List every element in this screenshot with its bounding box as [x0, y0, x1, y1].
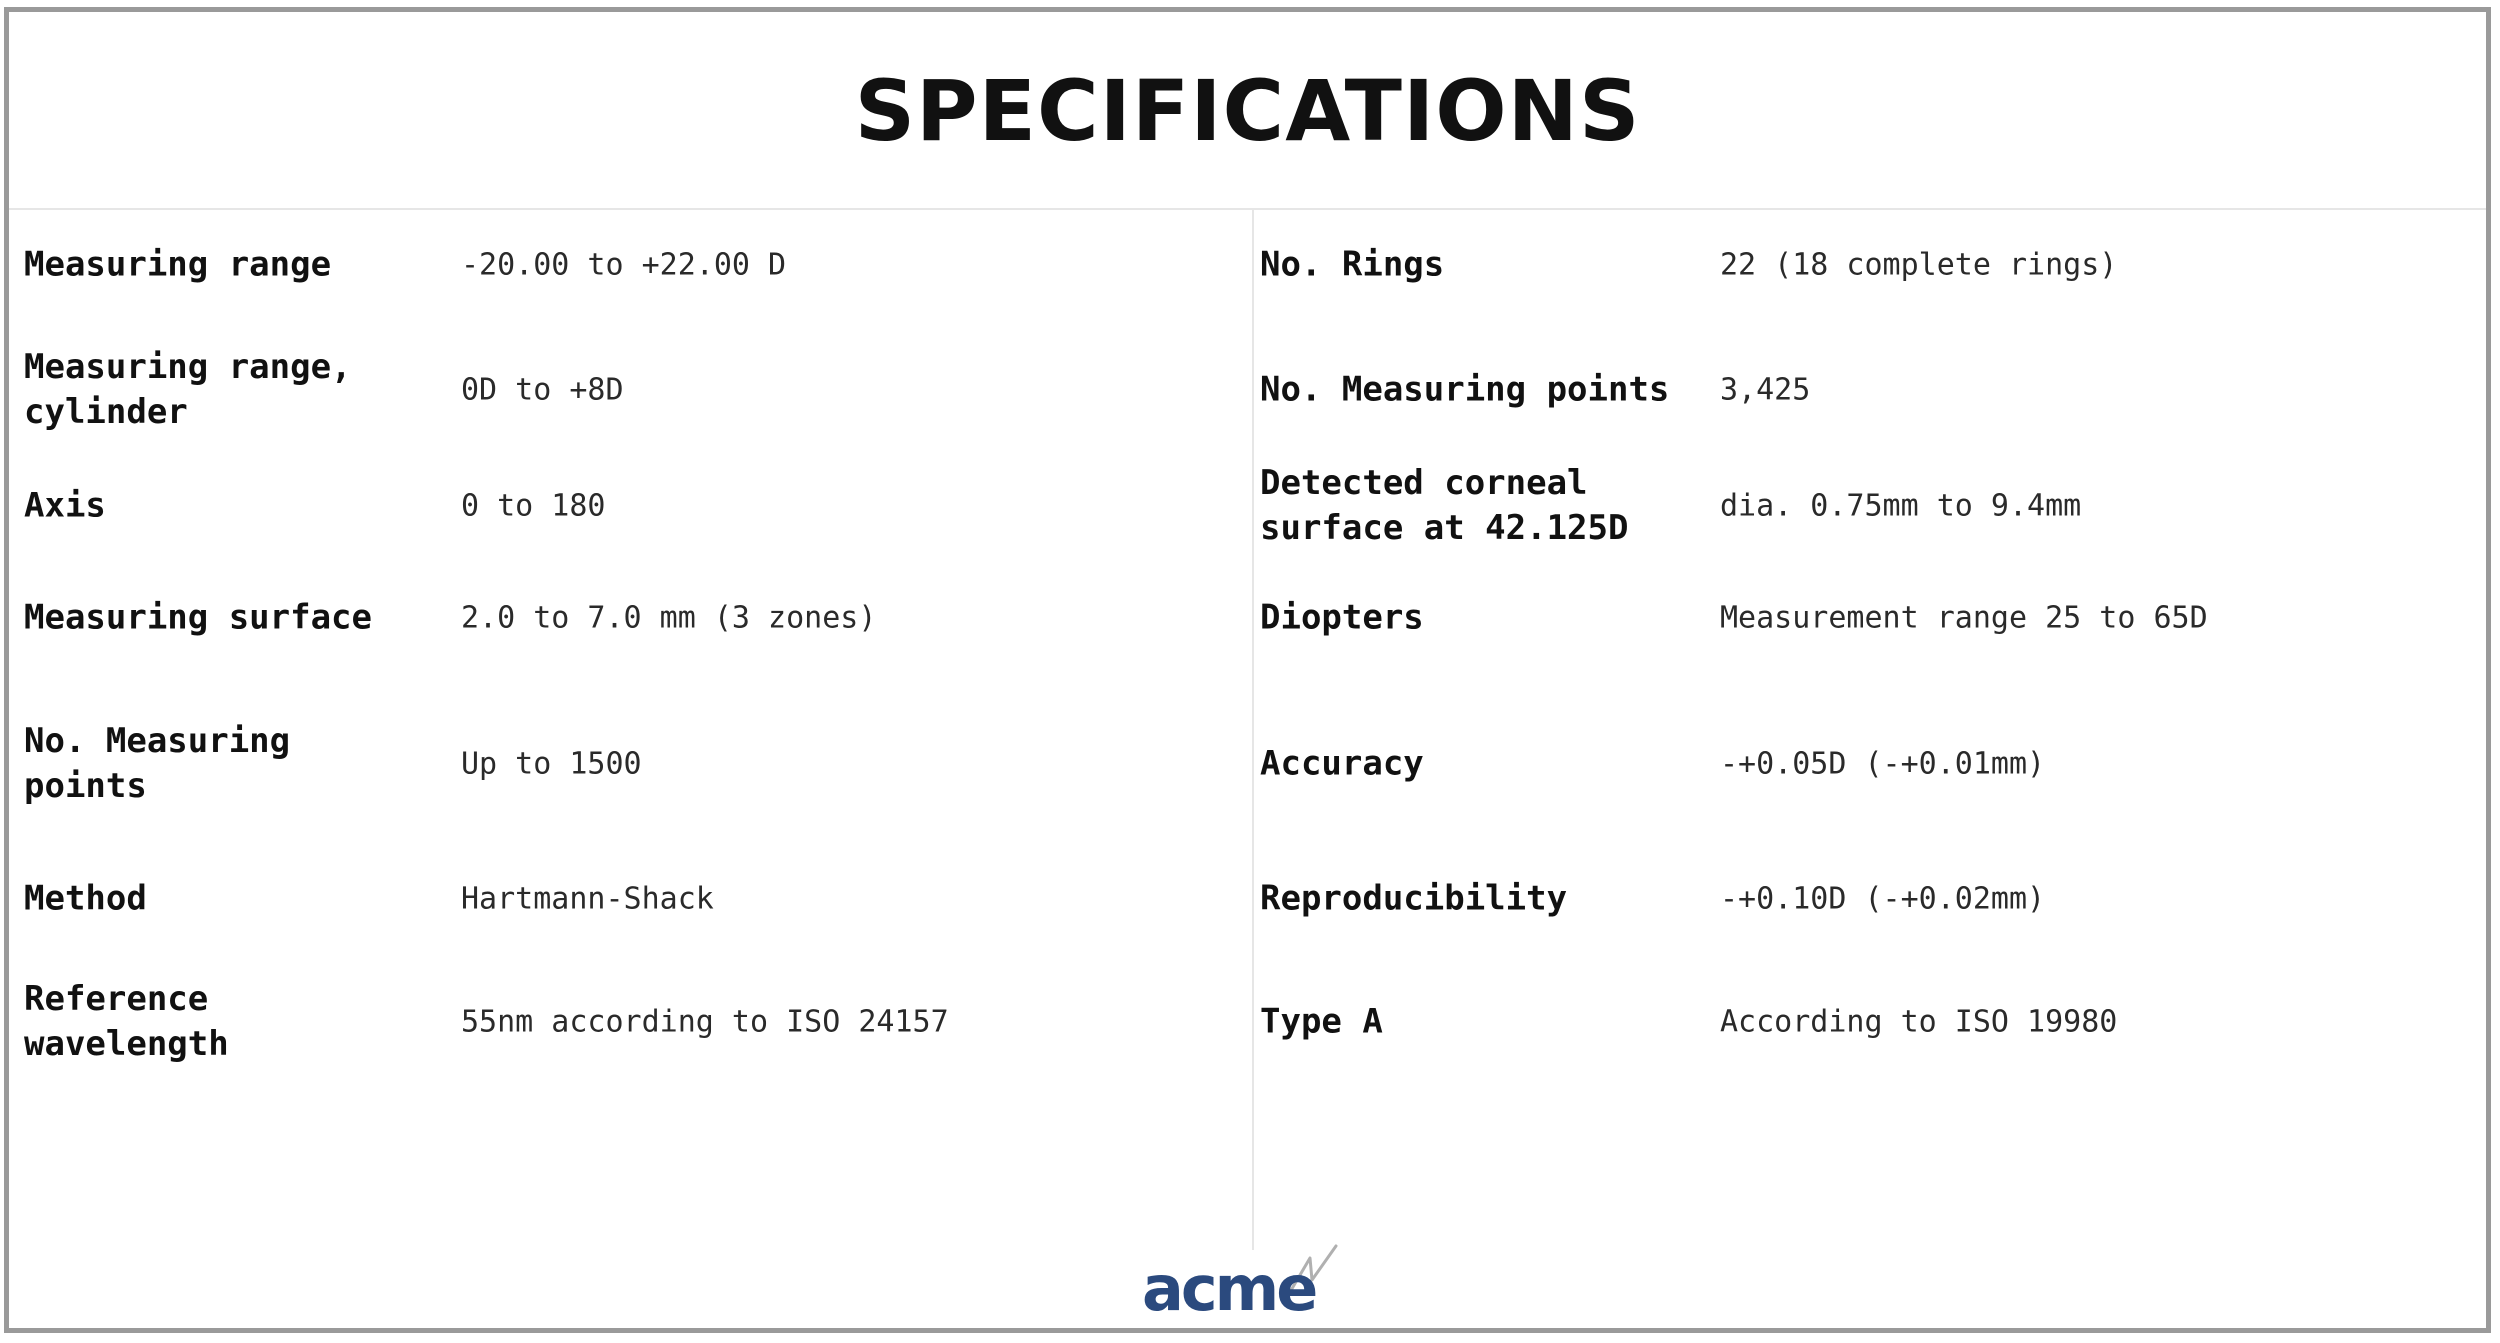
- spec-label: Type A: [1260, 1001, 1383, 1042]
- spec-value: 3,425: [1720, 372, 1811, 408]
- spec-label: No. Measuring points: [1260, 369, 1670, 410]
- spec-row: [9, 210, 1252, 320]
- spec-label: Axis: [24, 485, 106, 526]
- spec-sheet-frame: [4, 7, 2491, 1333]
- spec-row: [1254, 684, 2489, 844]
- spec-row: [9, 684, 1252, 844]
- spec-row: [1254, 844, 2489, 954]
- spec-label: No. Measuring points: [24, 721, 291, 806]
- logo-wordmark: acme: [1142, 1252, 1316, 1320]
- spec-row: [9, 320, 1252, 460]
- spec-value: -+0.10D (-+0.02mm): [1720, 881, 2046, 917]
- page-title: SPECIFICATIONS: [854, 62, 1641, 160]
- spec-row: [9, 460, 1252, 552]
- acme-logo: [1140, 1240, 1360, 1320]
- spec-row: [1254, 954, 2489, 1090]
- spec-value: According to ISO 19980: [1720, 1004, 2118, 1040]
- spec-value: Hartmann-Shack: [461, 881, 714, 917]
- spec-row: [9, 954, 1252, 1090]
- spec-row: [1254, 460, 2489, 552]
- spec-value: -20.00 to +22.00 D: [461, 247, 787, 283]
- spec-label: Reference wavelength: [24, 979, 229, 1064]
- spec-label: Measuring surface: [24, 597, 372, 638]
- spec-label: Reproducibility: [1260, 878, 1568, 919]
- spec-row: [9, 552, 1252, 684]
- spec-row: [1254, 210, 2489, 320]
- spec-value: dia. 0.75mm to 9.4mm: [1720, 488, 2082, 524]
- spec-label: Measuring range, cylinder: [24, 347, 352, 432]
- spec-value: 0 to 180: [461, 488, 606, 524]
- spec-value: 55nm according to ISO 24157: [461, 1004, 949, 1040]
- spec-label: No. Rings: [1260, 244, 1445, 285]
- spec-row: [1254, 320, 2489, 460]
- spec-label: Accuracy: [1260, 743, 1424, 784]
- spec-label: Detected corneal surface at 42.125D: [1260, 463, 1629, 548]
- spec-row: [1254, 552, 2489, 684]
- spec-row: [9, 844, 1252, 954]
- spec-value: 22 (18 complete rings): [1720, 247, 2118, 283]
- spec-value: Up to 1500: [461, 746, 642, 782]
- spec-label: Measuring range: [24, 244, 332, 285]
- spec-label: Diopters: [1260, 597, 1424, 638]
- spec-value: Measurement range 25 to 65D: [1720, 600, 2208, 636]
- spec-value: 0D to +8D: [461, 372, 624, 408]
- spec-value: 2.0 to 7.0 mm (3 zones): [461, 600, 877, 636]
- spec-value: -+0.05D (-+0.01mm): [1720, 746, 2046, 782]
- spec-label: Method: [24, 878, 147, 919]
